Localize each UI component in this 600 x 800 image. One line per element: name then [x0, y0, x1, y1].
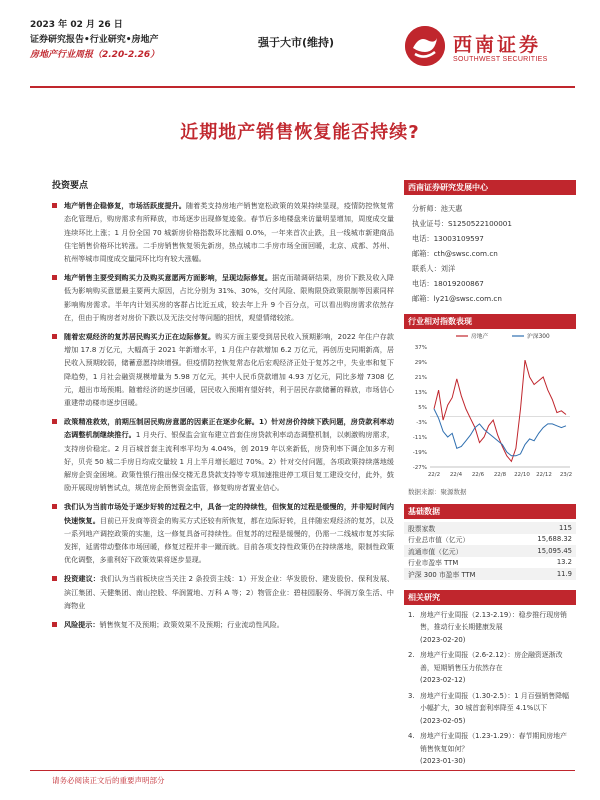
base-data-table: [404, 522, 576, 580]
x-tick-label: 22/6: [471, 472, 485, 478]
item-number: 2.: [408, 651, 415, 659]
paragraph-body: 1 月央行、银保监会宣布建立首套住房贷款利率动态调整机制，以刺激购房需求，支持房价稳定。2 月百城首套主流利率平均为 4.04%，创 2019 年以来新低，房贷利率下调企加多方利好，贝壳 50 城二手房日均成交量较 1 月上半月增长超过 70%。2）针对交付问题，各项政策持续落地缓解房企资金困境。政策性银行推出保交楼无息贷款支持等专项加速推进停工项目复工建设交付，此外，鼓励开展现房销售试点，规范房企预售资金监管，修复购房者置业信心。: [64, 430, 395, 493]
report-category: 证券研究报告•行业研究•房地产: [30, 35, 159, 45]
summary-paragraph: [52, 618, 394, 631]
legend-label: 房地产: [471, 334, 489, 340]
base-data-value: 115: [514, 522, 576, 534]
y-tick-label: 5%: [418, 405, 427, 411]
bullet-square-icon: [52, 334, 57, 339]
analyst-line: 电话：13003109597: [412, 234, 484, 243]
summary-paragraphs: [52, 199, 394, 631]
index-chart-svg: [404, 329, 576, 487]
y-tick-label: 29%: [414, 360, 427, 366]
analyst-line: 邮箱：ly21@swsc.com.cn: [412, 294, 502, 303]
paragraph-lead: 政策精准救效，前期压制居民购房意愿的因素正在逐步化解。1）针对房价持续下跌问题，房贷款利率动态调整机制继续推行。: [64, 417, 394, 440]
item-date: (2023-02-05): [420, 716, 466, 725]
base-data-label: 流通市值（亿元）: [404, 545, 514, 557]
bullet-square-icon: [52, 622, 57, 627]
list-item: [408, 690, 572, 728]
index-chart-heading: 行业相对指数表现: [404, 314, 576, 329]
paragraph-body: 目前已开发商等资金的购买方式还较有所恢复，都在边际好转，且伴随宏观经济的复苏，以及一系列地产调控政策的实施，这一修复具备可持续性。但复苏的过程是缓慢的，仍需一二线城市复苏实际发挥，延需带动整体市场回暖，修复过程并非一蹴而就。目前各项支持性政策仍在持续落地，限制性政策优化调整，多重利好下政策效果将逐步显现。: [64, 515, 395, 565]
logo-wordmark-en: SOUTHWEST SECURITIES: [453, 56, 548, 63]
x-tick-label: 22/10: [514, 472, 530, 478]
summary-paragraph: [52, 199, 394, 265]
report-title: 近期地产销售恢复能否持续?: [180, 122, 420, 143]
legend-label: 沪深300: [527, 334, 550, 340]
investment-summary: [52, 180, 394, 637]
paragraph-body: 据克而瑞调研结果，房价下跌及收入降低为影响购买意愿最主要两大原因，占比分别为 31%、30%，交付风险、限购限贷政策限制等因素同样影响购房需求。半年内计划买房的客群占比近五成，较去年上升 9 个百分点，可以看出购房需求依然存在，但由于购房者对房价下跌以及无法交付等问题的担忧，观望情绪较浓。: [64, 273, 394, 322]
bullet-square-icon: [52, 504, 57, 509]
item-date: (2023-01-30): [420, 757, 466, 765]
summary-heading: 投资要点: [52, 181, 89, 191]
analyst-line: 执业证号：S1250522100001: [412, 219, 512, 228]
y-tick-label: 21%: [414, 375, 427, 381]
item-text: 房地产行业周报（1.23-1.29）：春节期间房地产销售恢复如何？: [420, 732, 567, 753]
base-data-label: 股票家数: [404, 522, 514, 534]
summary-paragraph: [52, 415, 394, 494]
related-research-list: [404, 605, 576, 768]
footer-disclaimer: 请务必阅读正文后的重要声明部分: [52, 776, 165, 785]
analyst-contacts: [404, 195, 576, 306]
item-text: 房地产行业周报（2.6-2.12）：房企融资逐渐改善，短期销售压力依然存在: [420, 651, 563, 672]
base-data-label: 行业总市值（亿元）: [408, 536, 470, 545]
paragraph-lead: 风险提示：: [64, 620, 100, 630]
brand-logo: [405, 26, 575, 78]
related-research-heading: 相关研究: [404, 590, 576, 605]
base-data-value: 11.9: [514, 568, 576, 580]
base-data-label: 行业市盈率 TTM: [408, 559, 459, 568]
paragraph-body: 我们认为当前板块应当关注 2 条投资主线：1）开发企业：华发股份、建发股份、保利发展、滨江集团、天健集团、南山控股、华润置地、万科 A 等；2）物管企业：碧桂园服务、华润万象生活、中海物业: [64, 574, 395, 610]
series-line-0: [434, 360, 566, 461]
research-center-heading: 西南证券研究发展中心: [404, 180, 576, 195]
bullet-square-icon: [52, 419, 57, 424]
y-tick-label: 13%: [414, 390, 427, 396]
list-item: [408, 649, 572, 687]
table-row: [404, 522, 576, 534]
logo-wordmark-cn: 西南证券: [453, 34, 542, 56]
item-date: (2023-02-20): [420, 635, 466, 644]
x-tick-label: 22/2: [427, 472, 441, 478]
table-row: [404, 534, 576, 546]
summary-paragraph: [52, 330, 394, 409]
base-data-heading: 基础数据: [404, 504, 576, 519]
item-number: 4.: [408, 732, 415, 740]
index-chart: [404, 329, 576, 487]
chart-source: 数据来源：聚源数据: [408, 488, 467, 496]
base-data-value: 13.2: [556, 558, 572, 567]
y-tick-label: 37%: [414, 345, 427, 351]
table-row: [404, 568, 576, 580]
paragraph-body: 购买方面主要受到居民收入预期影响，2022 年住户存款增加 17.8 万亿元，大幅高于 2021 年新增水平，1 月住户存款增加 6.2 万亿元，再创历史同期新高，居民收入预期较弱，储蓄意愿持续增强。但疫情防控恢复常态化后宏观经济正处于复苏之中，失业率和复下降趋势，1 月社会融资规模增量为 5.98 万亿元，其中人民币贷款增加 4.93 万亿元，同比多增 7308 亿元，超出市场预期。随着经济的逐步回暖，居民收入预期有望好转，利于居民存款储蓄的释放，市场信心重建带动楼市逐步回暖。: [64, 332, 395, 408]
analyst-line: 电话：18019200867: [412, 279, 484, 288]
paragraph-body: 销售恢复不及预期；政策效果不及预期；行业流动性风险。: [99, 620, 284, 630]
report-date: 2023 年 02 月 26 日: [30, 20, 123, 30]
item-number: 1.: [408, 610, 415, 619]
item-number: 3.: [408, 691, 415, 700]
summary-paragraph: [52, 572, 394, 612]
sidebar: [404, 180, 576, 771]
bullet-square-icon: [52, 275, 57, 280]
y-tick-label: -27%: [412, 465, 427, 471]
y-tick-label: -19%: [412, 450, 427, 456]
bullet-square-icon: [52, 576, 57, 581]
header-divider: [30, 86, 575, 88]
table-row: [404, 557, 576, 569]
y-tick-label: -3%: [416, 420, 427, 426]
item-text: 房地产行业周报（1.30-2.5）：1 月百强销售降幅小幅扩大，30 城首套利率降至 4.1%以下: [420, 691, 570, 712]
paragraph-lead: 地产销售主要受到购买力及购买意愿两方面影响，呈现边际修复。: [64, 273, 273, 283]
paragraph-lead: 随着宏观经济的复苏居民购买力正在边际修复。: [64, 332, 216, 342]
header-meta: [30, 18, 159, 63]
series-line-1: [434, 409, 566, 456]
industry-rating: 强于大市(维持): [258, 36, 335, 49]
x-tick-label: 23/2: [559, 472, 573, 478]
footer-divider: [30, 770, 575, 771]
logo-emblem-icon: [405, 26, 445, 66]
base-data-label: 沪深 300 市盈率 TTM: [404, 568, 514, 580]
analyst-line: 分析师：池天惠: [412, 204, 463, 213]
base-data-value: 15,688.32: [537, 535, 572, 544]
y-tick-label: -11%: [412, 435, 427, 441]
list-item: [408, 609, 572, 647]
summary-paragraph: [52, 271, 394, 324]
x-tick-label: 22/8: [493, 472, 507, 478]
base-data-value: 15,095.45: [514, 545, 576, 557]
summary-paragraph: [52, 500, 394, 566]
paragraph-lead: 地产销售企稳修复，市场活跃度提升。: [64, 201, 186, 211]
item-text: 房地产行业周报（2.13-2.19）：稳步推行现房销售，推动行业长期健康发展: [420, 610, 567, 631]
x-tick-label: 22/4: [449, 472, 463, 478]
paragraph-body: 随着类支持房地产销售宽松政策的效果持续显现，疫情防控恢复常态化管理后，购房需求有所释放，市场逐步出现修复迹象。春节后多地楼盘来访量明显增加，周度成交量连续环比上涨；1 月份全国 70 城新房价格指数环比涨幅 0.0%，一年来首次止跌，且一线城市新建商品住宅销售价格环比转涨。二手房销售恢复领先新房，热点城市二手房市场全面回暖，北京、成都、苏州、杭州等城市周度成交量同环比均有较大涨幅。: [64, 201, 395, 264]
list-item: [408, 730, 572, 768]
analyst-line: 邮箱：cth@swsc.com.cn: [412, 249, 498, 258]
analyst-line: 联系人：刘洋: [412, 264, 456, 273]
paragraph-lead: 投资建议：: [64, 574, 100, 584]
table-row: [404, 545, 576, 557]
bullet-square-icon: [52, 203, 57, 208]
report-series: 房地产行业周报（2.20-2.26）: [30, 50, 160, 60]
paragraph-lead: 我们认为当前市场处于逐步好转的过程之中，具备一定的持续性，但恢复的过程是缓慢的，并非短时间内快速恢复。: [64, 502, 394, 525]
x-tick-label: 22/12: [536, 472, 552, 478]
item-date: (2023-02-12): [420, 676, 466, 684]
